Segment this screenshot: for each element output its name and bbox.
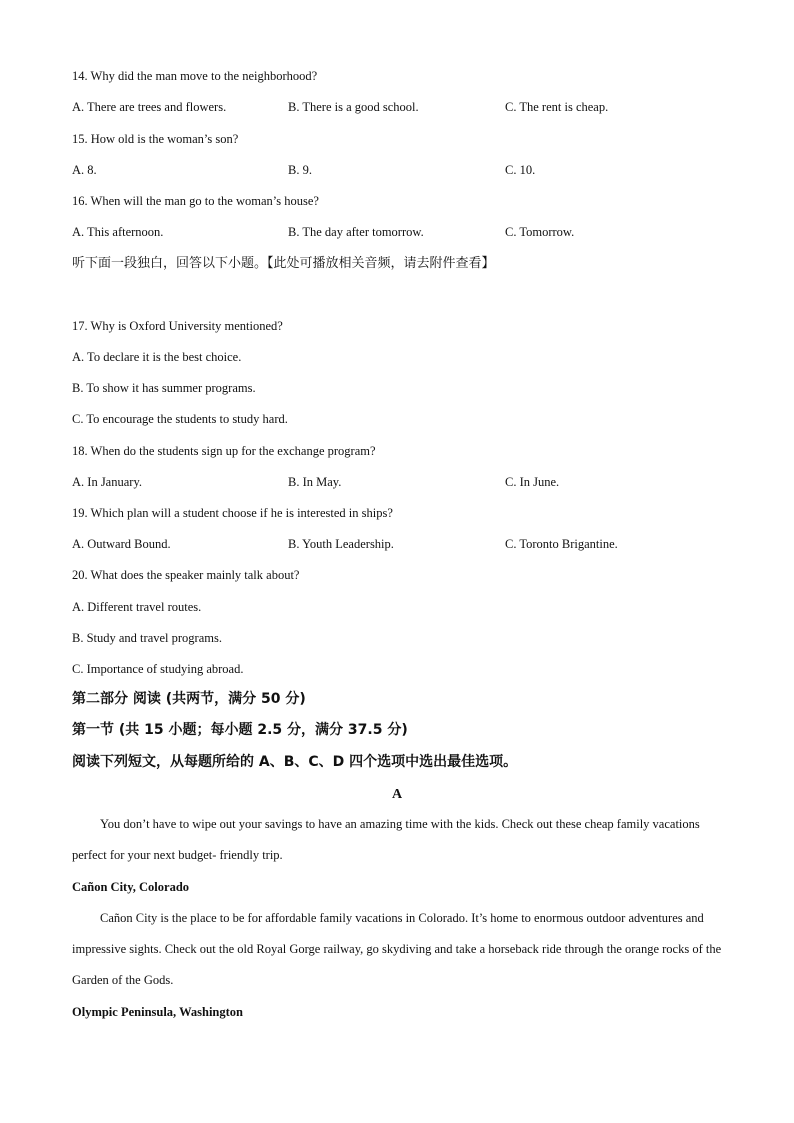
passage-intro-text: You don’t have to wipe out your savings to have an amazing time with the kids. Check out these cheap family vacations perfect for your next budget- friendly trip.: [72, 817, 700, 862]
question-14: 14. Why did the man move to the neighborhood?: [72, 69, 318, 83]
part-two-title: 第二部分 阅读 (共两节，满分 50 分): [72, 691, 306, 707]
q17-option-a: A. To declare it is the best choice.: [72, 350, 242, 364]
paragraph-canon-city: [72, 903, 722, 996]
q18-option-a: A. In January.: [72, 475, 143, 489]
paragraph-canon-city-text: Cañon City is the place to be for affordable family vacations in Colorado. It’s home to enormous outdoor adventures and impressive sights. Check out the old Royal Gorge railway, go skydiving and take a horseback ride through the orange rocks of the Garden of the Gods.: [72, 911, 722, 987]
q20-option-a: A. Different travel routes.: [72, 600, 202, 614]
q17-option-c: C. To encourage the students to study hard.: [72, 412, 288, 426]
q19-option-c: C. Toronto Brigantine.: [505, 537, 618, 551]
q15-option-c: C. 10.: [505, 163, 536, 177]
q20-option-c: C. Importance of studying abroad.: [72, 662, 244, 676]
q18-option-b: B. In May.: [288, 475, 342, 489]
question-20: 20. What does the speaker mainly talk about?: [72, 568, 300, 582]
q16-option-b: B. The day after tomorrow.: [288, 225, 424, 239]
q14-option-c: C. The rent is cheap.: [505, 100, 609, 114]
section-one-title: 第一节 (共 15 小题；每小题 2.5 分，满分 37.5 分): [72, 722, 408, 738]
q19-option-b: B. Youth Leadership.: [288, 537, 394, 551]
q14-option-a: A. There are trees and flowers.: [72, 100, 227, 114]
q15-option-b: B. 9.: [288, 163, 312, 177]
heading-canon-city: Cañon City, Colorado: [72, 880, 190, 894]
question-18: 18. When do the students sign up for the exchange program?: [72, 444, 376, 458]
q17-option-b: B. To show it has summer programs.: [72, 381, 256, 395]
q14-option-b: B. There is a good school.: [288, 100, 419, 114]
q15-option-a: A. 8.: [72, 163, 97, 177]
question-16: 16. When will the man go to the woman’s house?: [72, 194, 319, 208]
q18-option-c: C. In June.: [505, 475, 560, 489]
q16-option-c: C. Tomorrow.: [505, 225, 575, 239]
question-15: 15. How old is the woman’s son?: [72, 132, 239, 146]
heading-olympic-peninsula: Olympic Peninsula, Washington: [72, 1005, 243, 1019]
passage-intro: [72, 809, 722, 871]
q19-option-a: A. Outward Bound.: [72, 537, 171, 551]
audio-instruction: 听下面一段独白，回答以下小题。【此处可播放相关音频，请去附件查看】: [72, 256, 495, 271]
reading-instruction: 阅读下列短文，从每题所给的 A、B、C、D 四个选项中选出最佳选项。: [72, 754, 518, 770]
question-19: 19. Which plan will a student choose if he is interested in ships?: [72, 506, 393, 520]
q20-option-b: B. Study and travel programs.: [72, 631, 222, 645]
passage-letter: A: [391, 787, 403, 802]
q16-option-a: A. This afternoon.: [72, 225, 164, 239]
question-17: 17. Why is Oxford University mentioned?: [72, 319, 283, 333]
